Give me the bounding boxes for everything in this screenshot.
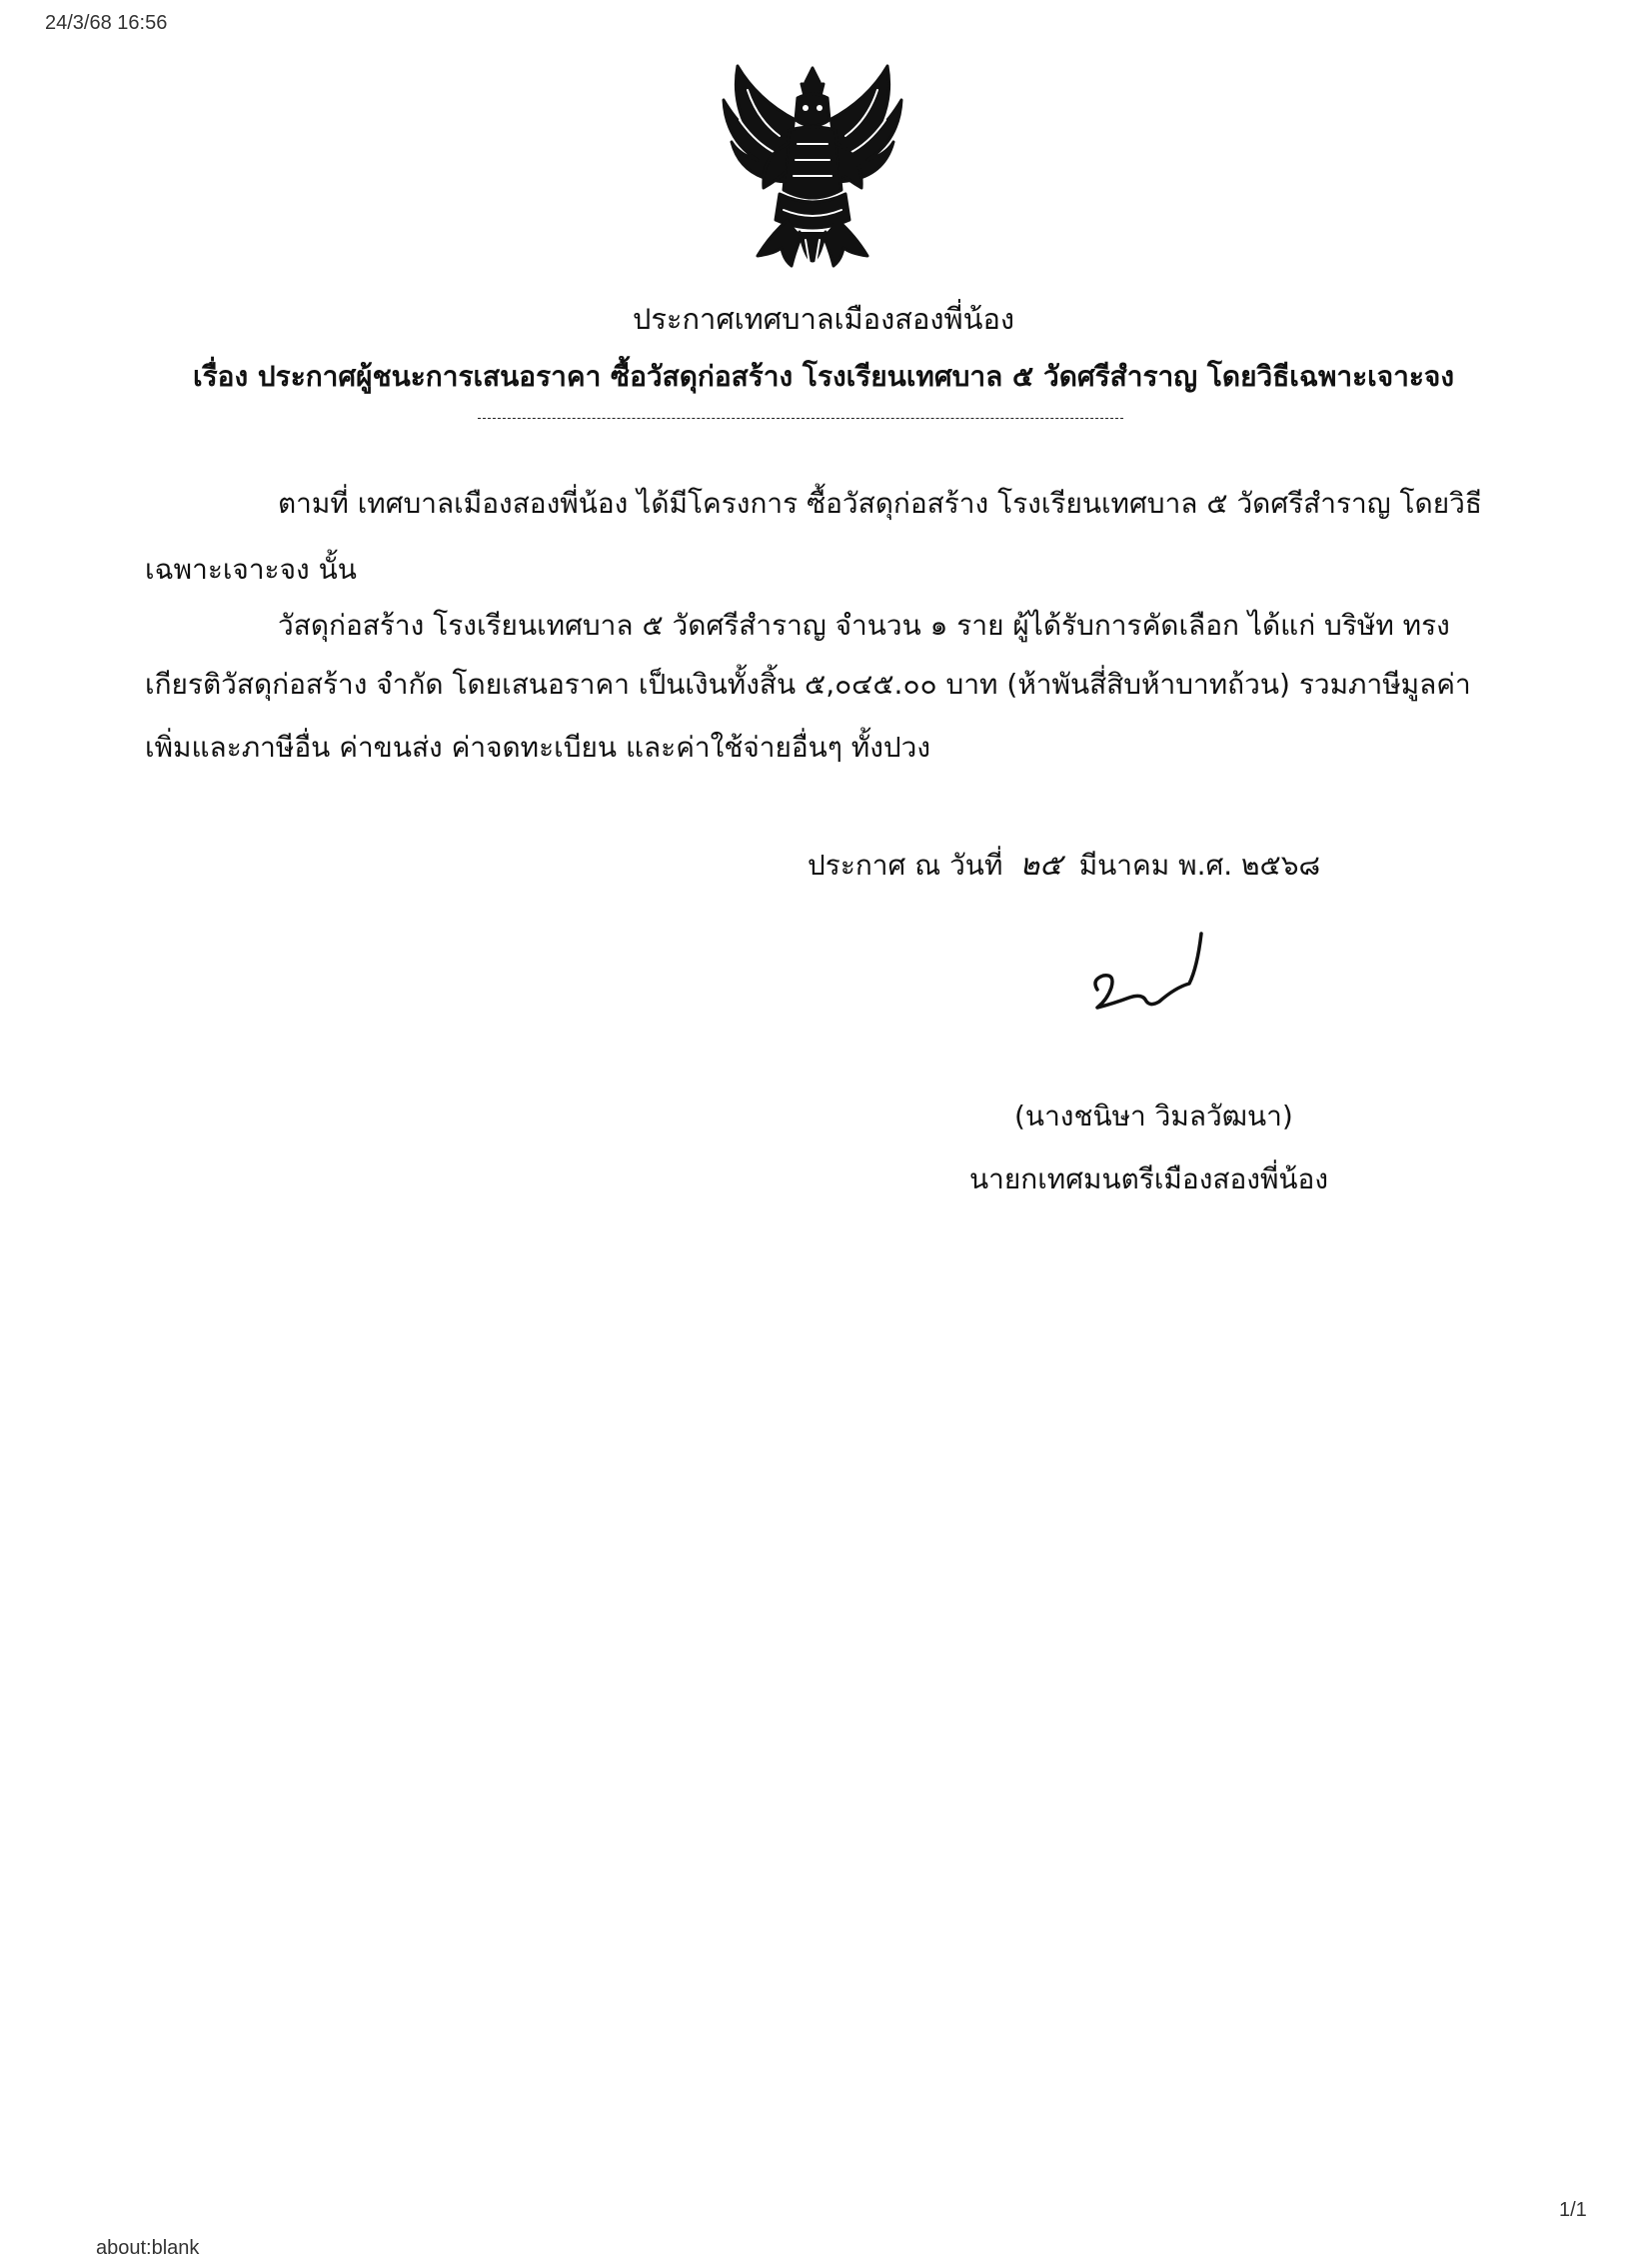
paragraph-2-line-2: เกียรติวัสดุก่อสร้าง จำกัด โดยเสนอราคา เป็นเงินทั้งสิ้น ๕,๐๔๕.๐๐ บาท (ห้าพันสี่สิบห้าบาทถ้วน) รวมภาษีมูลค่า: [145, 668, 1471, 701]
separator-dashed-line: [478, 418, 1123, 419]
paragraph-2-line-3: เพิ่มและภาษีอื่น ค่าขนส่ง ค่าจดทะเบียน และค่าใช้จ่ายอื่นๆ ทั้งปวง: [145, 731, 931, 764]
print-page-number: 1/1: [1559, 2199, 1587, 2221]
announce-month-year: มีนาคม พ.ศ. ๒๕๖๘: [1078, 849, 1321, 882]
print-url: about:blank: [96, 2237, 200, 2259]
signature-mark: [1089, 928, 1229, 1028]
document-subject: [0, 355, 1647, 399]
paragraph-1-line-2: เฉพาะเจาะจง นั้น: [145, 553, 357, 586]
subject-label: เรื่อง: [193, 360, 249, 393]
signer-position: นายกเทศมนตรีเมืองสองพี่น้อง: [969, 1162, 1329, 1195]
print-timestamp: 24/3/68 16:56: [45, 12, 168, 34]
announce-day: ๒๕: [1019, 848, 1062, 883]
announce-date: [808, 842, 1320, 889]
garuda-emblem-icon: [718, 60, 907, 295]
subject-text: ประกาศผู้ชนะการเสนอราคา ซื้อวัสดุก่อสร้าง โรงเรียนเทศบาล ๕ วัดศรีสำราญ โดยวิธีเฉพาะเจาะจง: [257, 360, 1454, 393]
announce-prefix: ประกาศ ณ วันที่: [808, 849, 1003, 882]
signer-name: (นางชนิษา วิมลวัฒนา): [1014, 1100, 1293, 1133]
document-title: ประกาศเทศบาลเมืองสองพี่น้อง: [632, 302, 1015, 336]
paragraph-2-line-1: วัสดุก่อสร้าง โรงเรียนเทศบาล ๕ วัดศรีสำราญ จำนวน ๑ ราย ผู้ได้รับการคัดเลือก ได้แก่ บริษัท ทรง: [278, 609, 1450, 642]
paragraph-1-line-1: ตามที่ เทศบาลเมืองสองพี่น้อง ได้มีโครงการ ซื้อวัสดุก่อสร้าง โรงเรียนเทศบาล ๕ วัดศรีสำราญ โดยวิธี: [278, 487, 1482, 520]
